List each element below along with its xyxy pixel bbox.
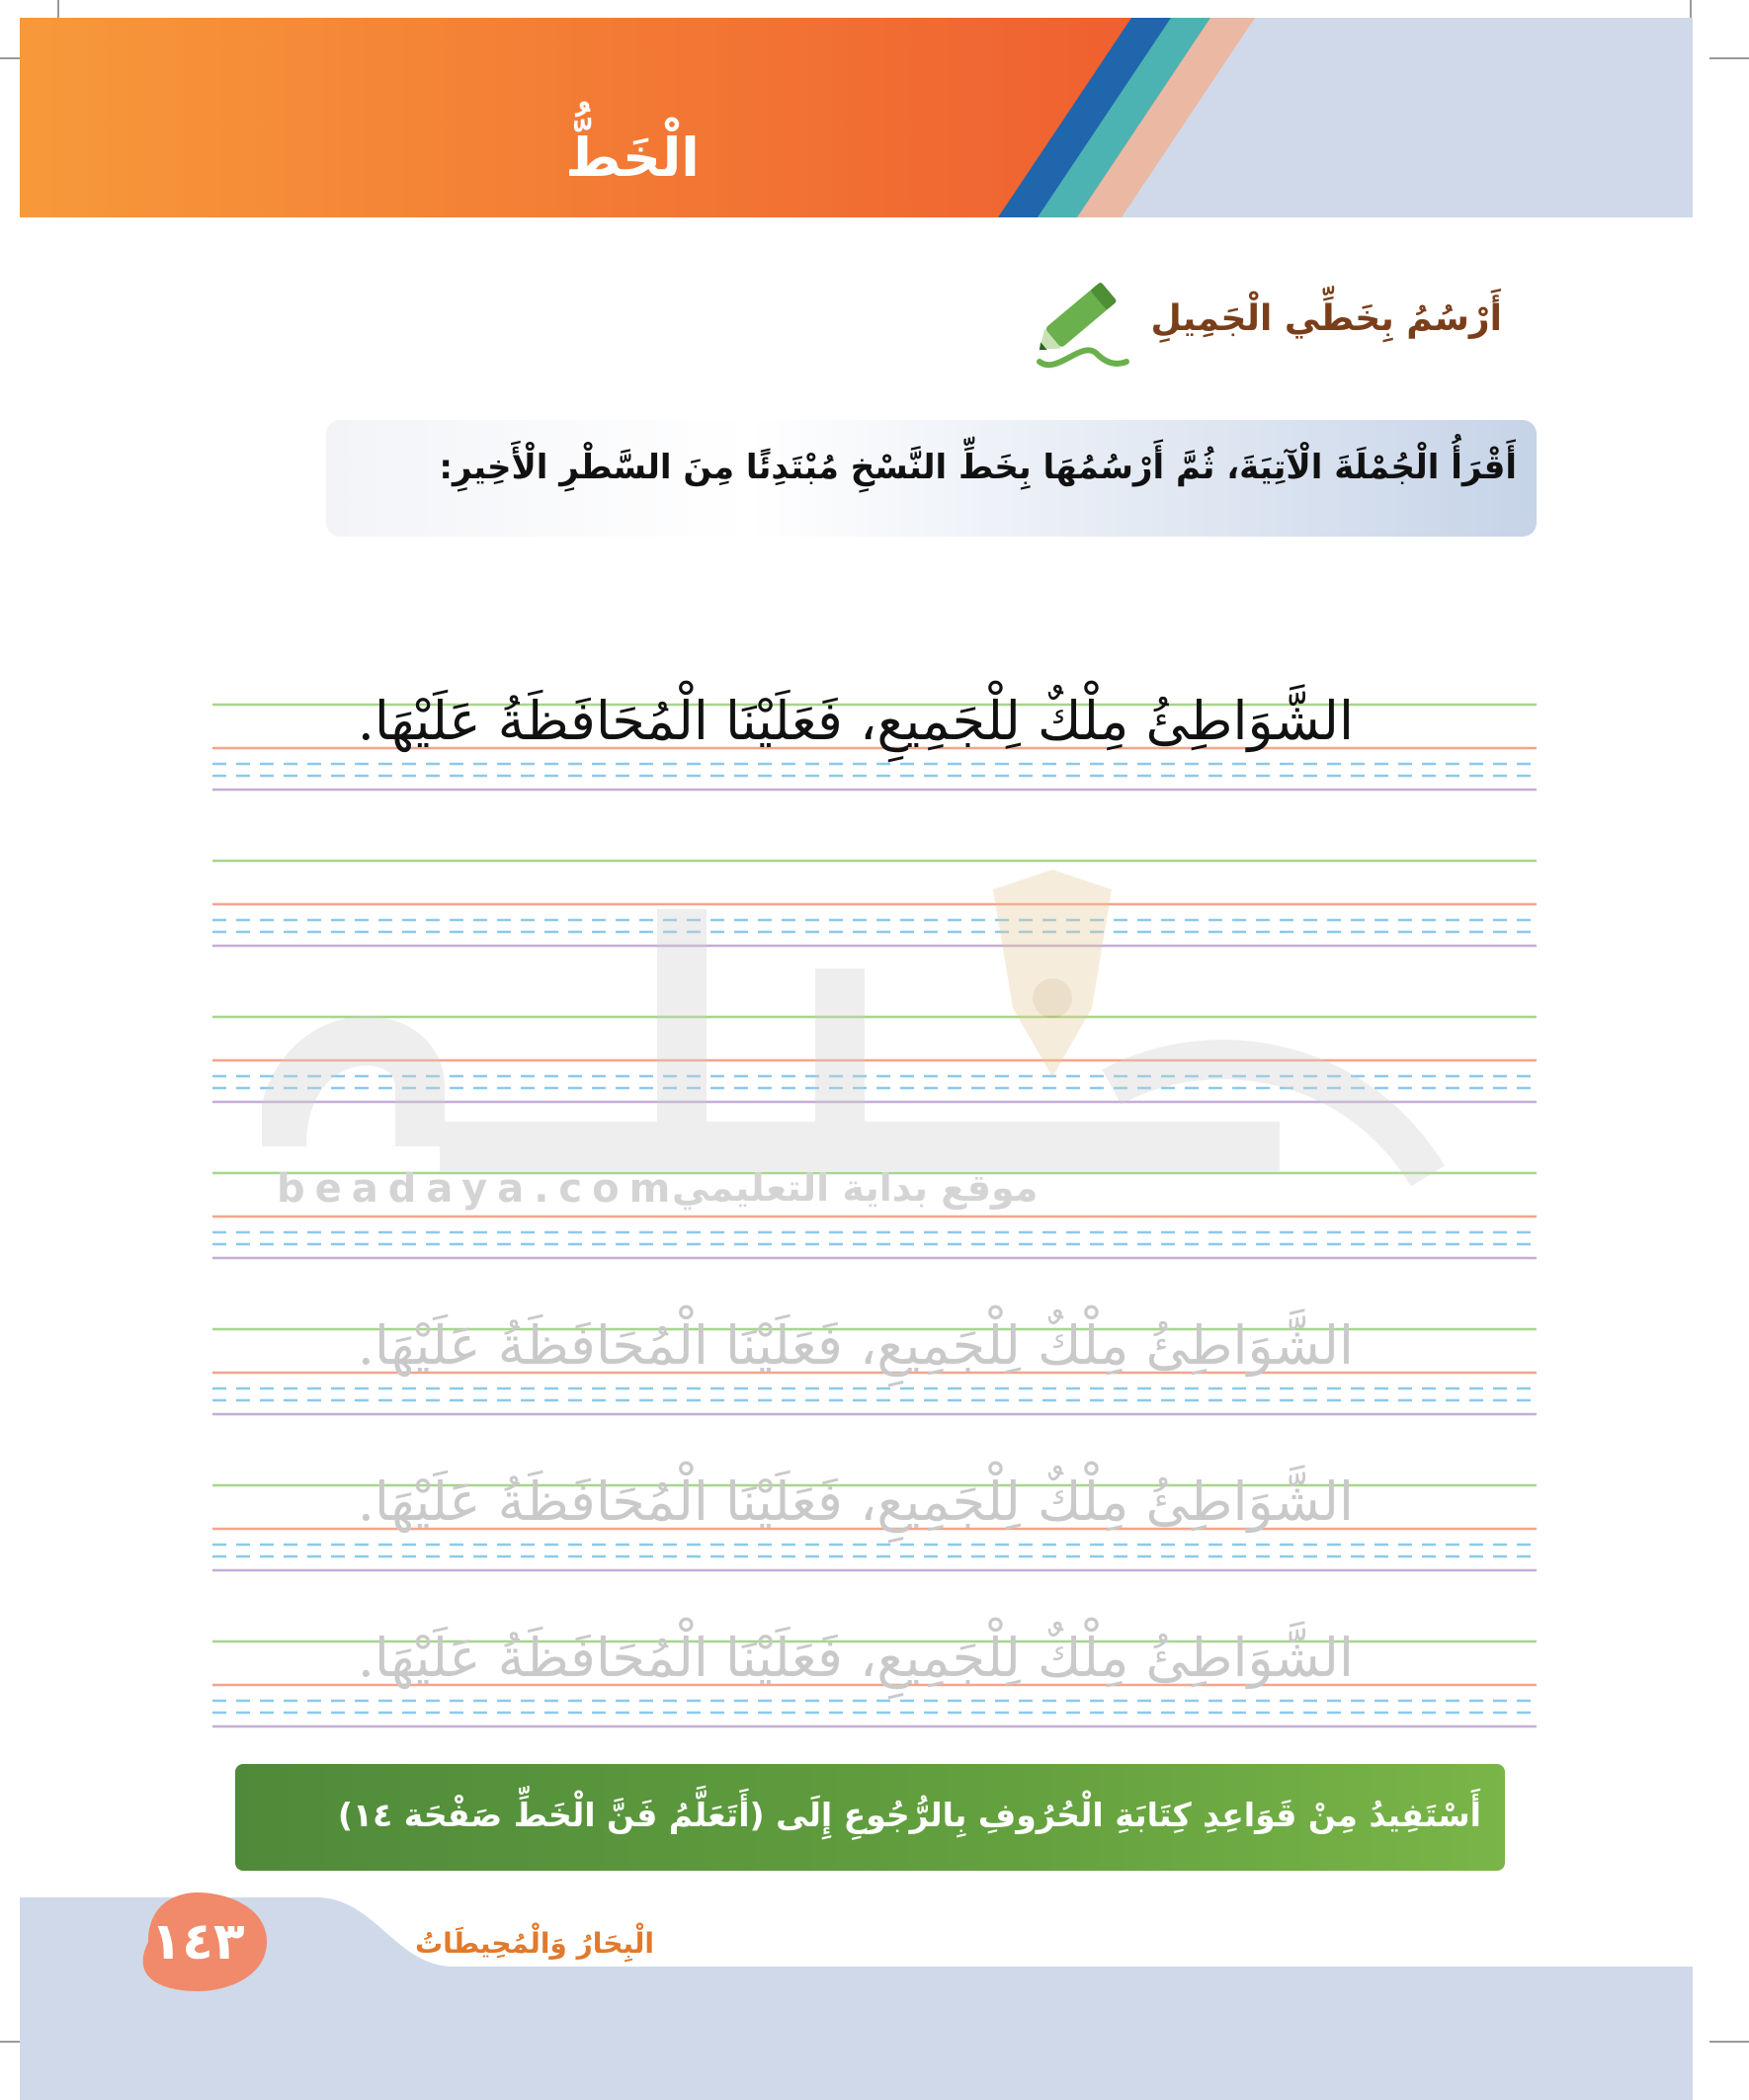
page-number: ١٤٣ <box>150 1912 245 1972</box>
unit-name: الْبِحَارُ وَالْمُحِيطَاتُ <box>415 1927 654 1960</box>
section-heading: أَرْسُمُ بِخَطِّي الْجَمِيلِ <box>1150 298 1502 339</box>
tip-box <box>235 1764 1505 1871</box>
instruction-text: أَقْرَأُ الْجُمْلَةَ الْآتِيَةَ، ثُمَّ أَرْسُمُهَا بِخَطِّ النَّسْخِ مُبْتَدِئًا مِنَ السَّطْرِ الْأَخِيرِ: <box>439 448 1517 487</box>
trace-sentence: الشَّوَاطِئُ مِلْكٌ لِلْجَمِيعِ، فَعَلَيْنَا الْمُحَافَظَةُ عَلَيْهَا. <box>357 1627 1354 1689</box>
watermark-site: beadaya.com <box>277 1166 681 1212</box>
trace-sentence: الشَّوَاطِئُ مِلْكٌ لِلْجَمِيعِ، فَعَلَيْنَا الْمُحَافَظَةُ عَلَيْهَا. <box>357 1470 1354 1533</box>
tip-text: أَسْتَفِيدُ مِنْ قَوَاعِدِ كِتَابَةِ الْحُرُوفِ بِالرُّجُوعِ إِلَى (أَتَعَلَّمُ فَنَّ الْخَطِّ صَفْحَة ١٤) <box>337 1796 1481 1834</box>
model-sentence: الشَّوَاطِئُ مِلْكٌ لِلْجَمِيعِ، فَعَلَيْنَا الْمُحَافَظَةُ عَلَيْهَا. <box>357 690 1354 752</box>
page-title: الْخَطُّ <box>565 126 700 189</box>
watermark-tagline: موقع بداية التعليمي <box>672 1166 1039 1210</box>
trace-sentence: الشَّوَاطِئُ مِلْكٌ لِلْجَمِيعِ، فَعَلَيْنَا الْمُحَافَظَةُ عَلَيْهَا. <box>357 1314 1354 1377</box>
